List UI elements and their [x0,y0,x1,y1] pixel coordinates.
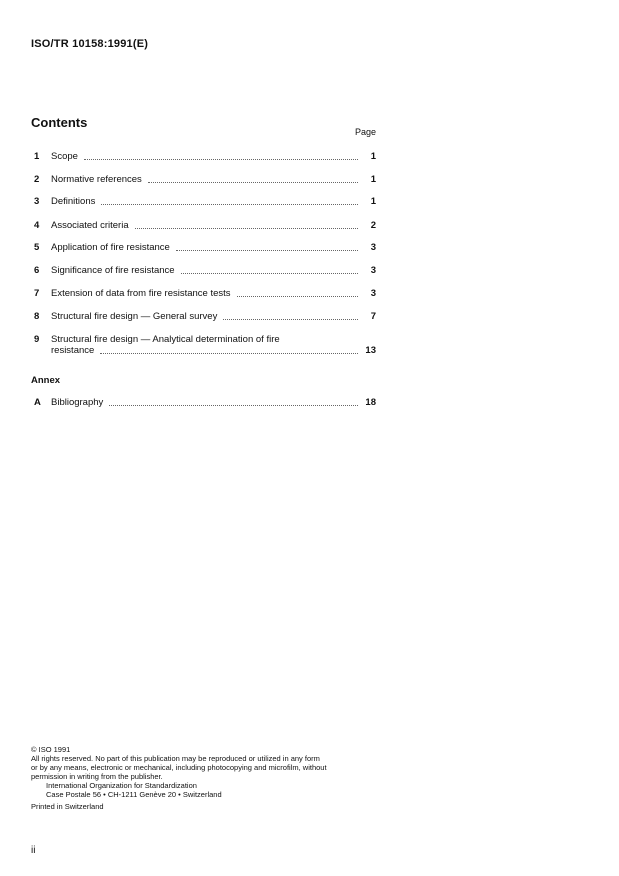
toc-entry-page: 1 [370,174,376,185]
toc-entry-2[interactable] [31,174,376,185]
toc-entry-1[interactable] [31,151,376,162]
organization-address: Case Postale 56 • CH-1211 Genève 20 • Switzerland [46,790,222,799]
dot-leader [237,295,358,297]
toc-entry-7[interactable] [31,288,376,299]
rights-line: or by any means, electronic or mechanical, including photocopying and microfilm, without [31,763,327,772]
toc-entry-title: Extension of data from fire resistance tests [51,288,231,299]
toc-entry-title: Associated criteria [51,220,129,231]
toc-entry-number: 6 [34,265,40,276]
toc-entry-9[interactable] [31,334,376,356]
toc-entry-title-line1: Structural fire design — Analytical determination of fire [51,334,280,345]
printed-in: Printed in Switzerland [31,802,104,811]
dot-leader [148,181,358,183]
toc-entry-page: 1 [370,151,376,162]
toc-entry-number: 7 [34,288,40,299]
toc-entry-number: 2 [34,174,40,185]
dot-leader [223,318,358,320]
toc-entry-5[interactable] [31,242,376,253]
dot-leader [100,352,358,354]
toc-entry-number: 4 [34,220,40,231]
annex-heading: Annex [31,375,61,386]
toc-entry-page: 1 [370,196,376,207]
rights-line: permission in writing from the publisher. [31,772,163,781]
annex-entry-title: Bibliography [51,397,104,408]
toc-entry-title: Structural fire design — General survey [51,311,218,322]
dot-leader [135,227,358,229]
toc-entry-number: 1 [34,151,40,162]
page-column-label: Page [354,127,376,137]
copyright-notice [31,745,377,811]
toc-entry-page: 7 [370,311,376,322]
toc-entry-title: Significance of fire resistance [51,265,175,276]
annex-entry-page: 18 [365,397,376,408]
annex-entry-letter: A [34,397,41,408]
toc-entry-number: 9 [34,334,40,345]
dot-leader [109,404,358,406]
toc-entry-page: 3 [370,265,376,276]
toc-entry-line2 [51,345,376,356]
page-number: ii [31,845,36,856]
toc-entry-title: Normative references [51,174,142,185]
toc-entry-number: 3 [34,196,40,207]
toc-entry-title: Application of fire resistance [51,242,170,253]
contents-heading: Contents [31,115,88,130]
toc-entry-6[interactable] [31,265,376,276]
toc-entry-title: Scope [51,151,78,162]
toc-entry-8[interactable] [31,311,376,322]
toc-entry-number: 8 [34,311,40,322]
rights-line: All rights reserved. No part of this publication may be reproduced or utilized in any form [31,754,320,763]
document-id: ISO/TR 10158:1991(E) [31,38,149,50]
organization-name: International Organization for Standardization [46,781,197,790]
toc-entry-number: 5 [34,242,40,253]
annex-entry-a[interactable] [31,397,376,408]
toc-entry-3[interactable] [31,196,376,207]
dot-leader [181,272,358,274]
toc-entry-body [51,334,376,356]
dot-leader [101,203,358,205]
dot-leader [84,158,358,160]
toc-entry-4[interactable] [31,220,376,231]
dot-leader [176,249,358,251]
toc-entry-title-line2: resistance [51,345,95,356]
copyright-line: © ISO 1991 [31,745,71,754]
toc-entry-page: 2 [370,220,376,231]
toc-entry-title: Definitions [51,196,96,207]
toc-entry-page: 13 [365,345,376,356]
toc-entry-page: 3 [370,288,376,299]
toc-entry-page: 3 [370,242,376,253]
